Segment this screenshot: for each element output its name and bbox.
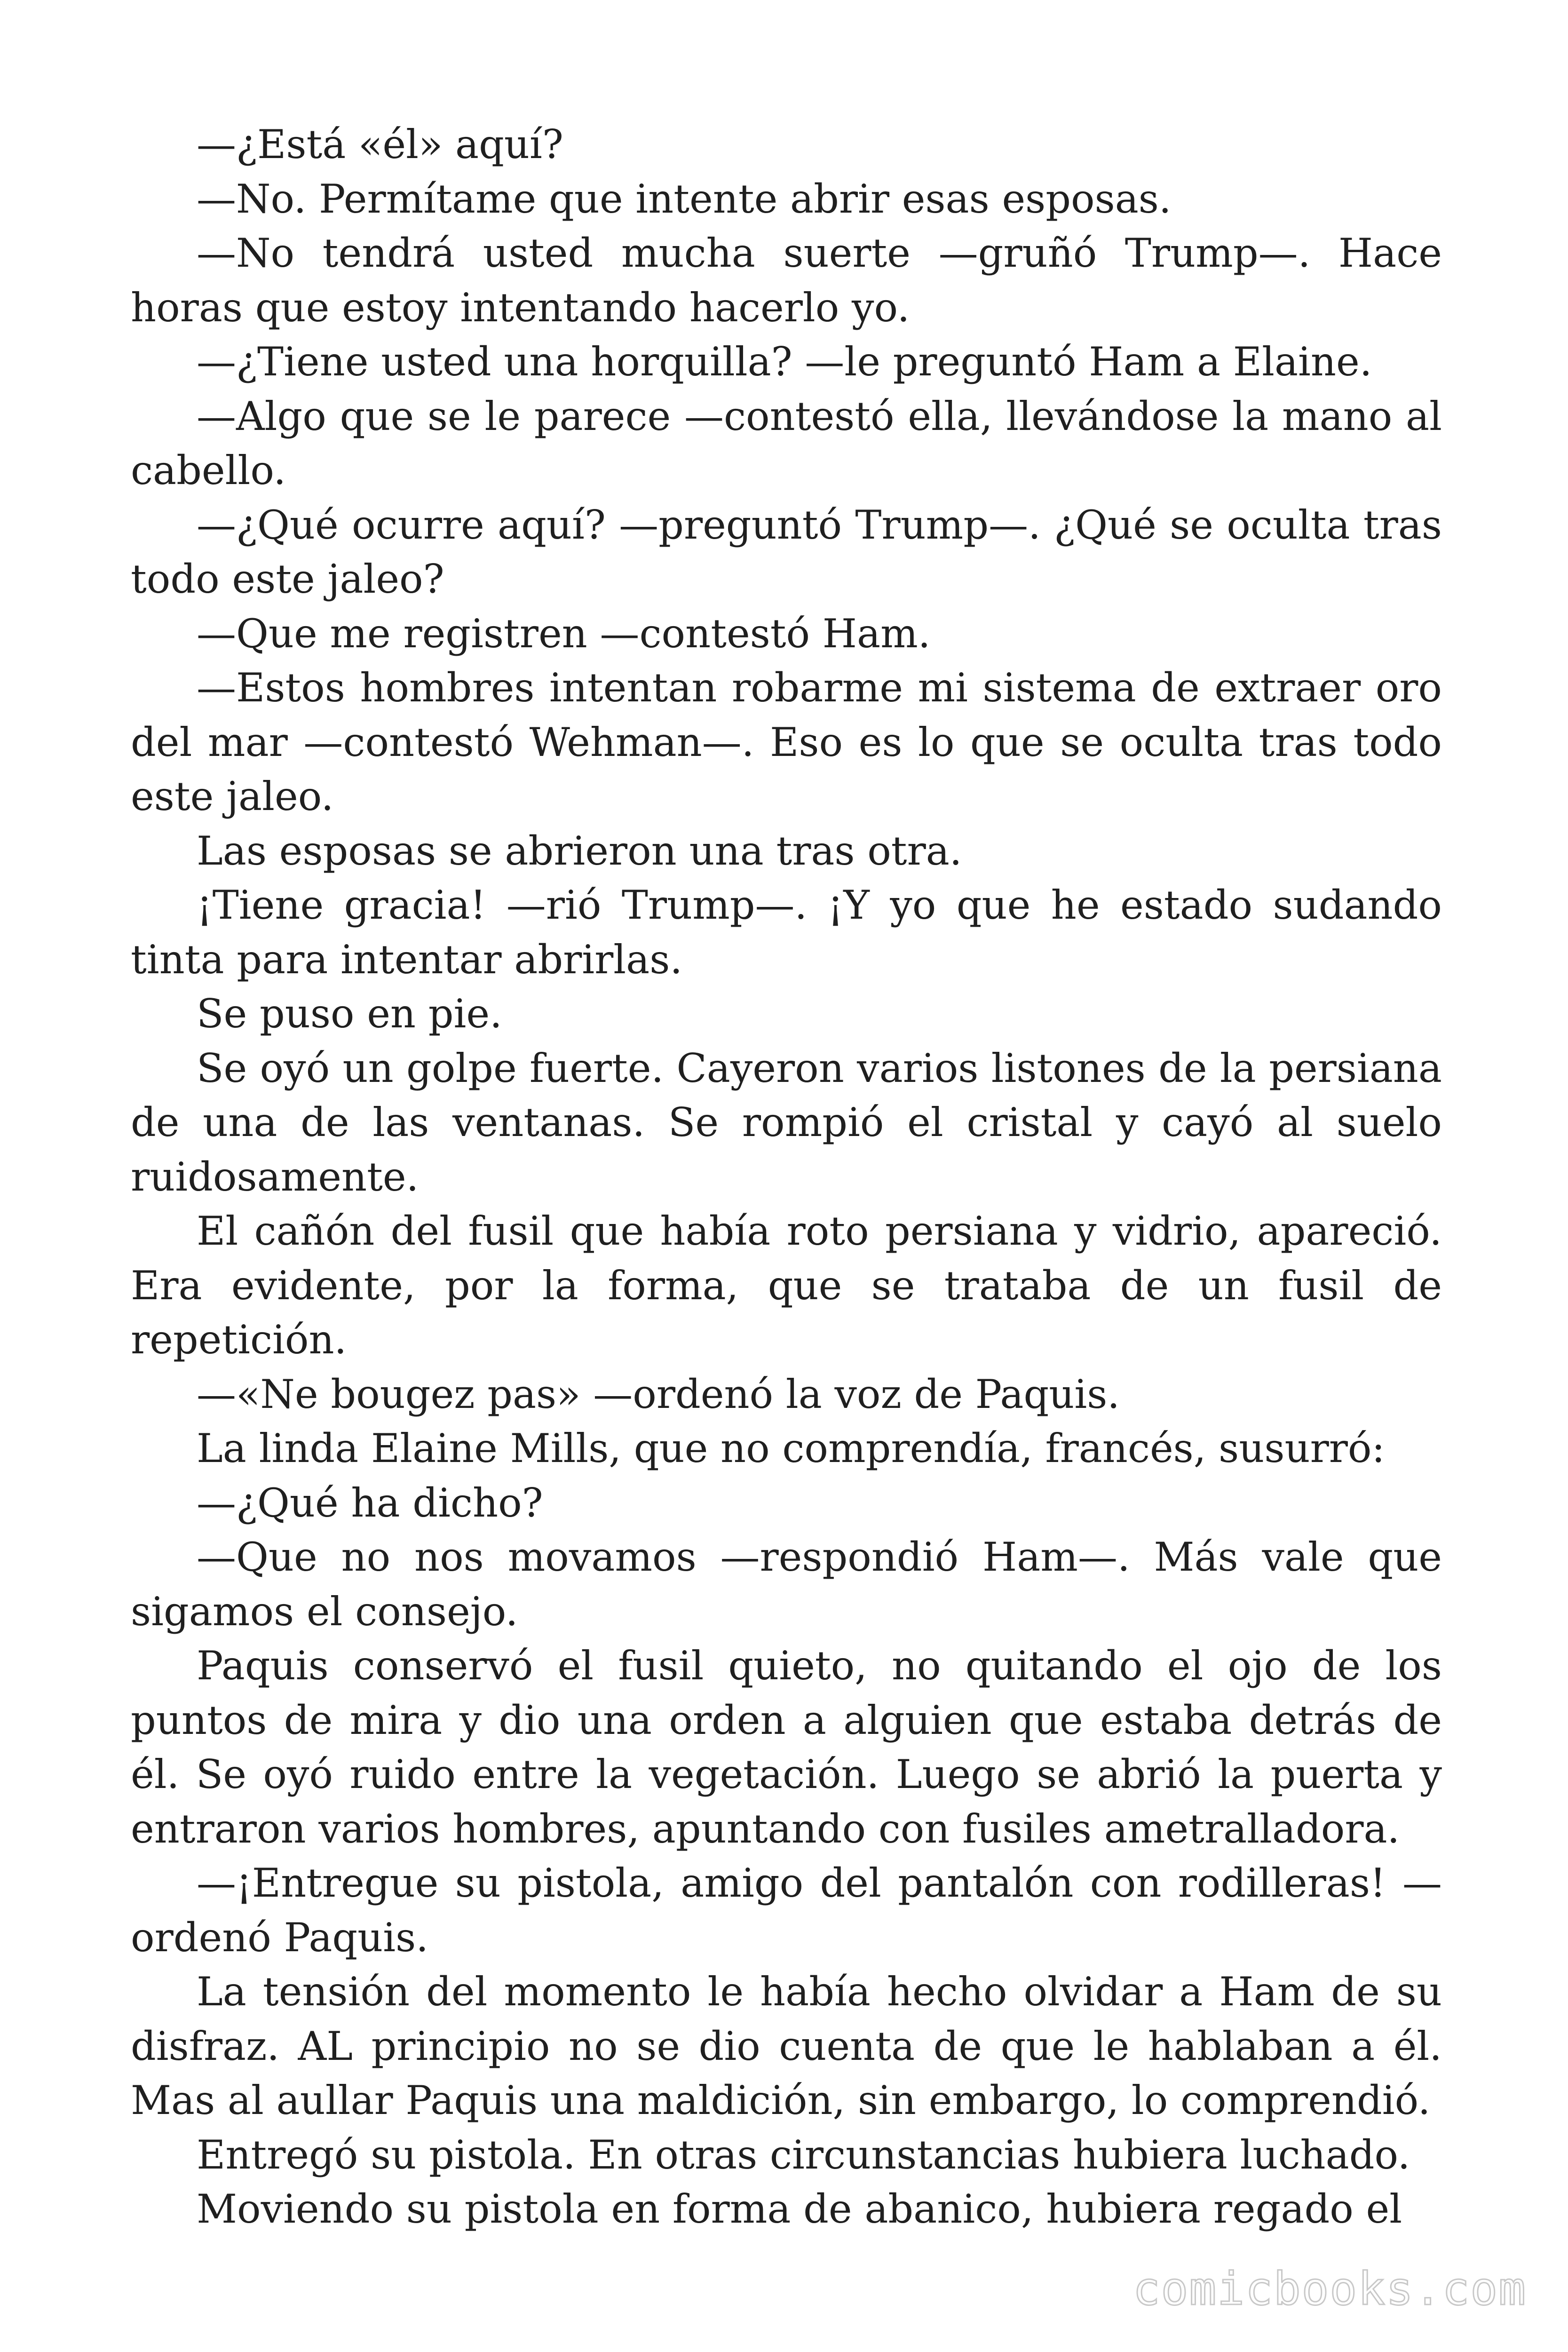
- paragraph: Las esposas se abrieron una tras otra.: [197, 827, 962, 874]
- paragraph: Paquis conservó el fusil quieto, no quitando el ojo de los puntos de mira y dio una orden a alguien que estaba detrás de él. Se oyó ruido entre la vegetación. Luego se abrió la puerta y entraron varios hombres, apuntando con fusiles ametralladora.: [131, 1643, 1442, 1852]
- watermark: comicbooks.com: [1132, 2263, 1527, 2315]
- paragraph: —No. Permítame que intente abrir esas esposas.: [197, 175, 1172, 222]
- paragraph: La tensión del momento le había hecho olvidar a Ham de su disfraz. AL principio no se dio cuenta de que le hablaban a él. Mas al aullar Paquis una maldición, sin embargo, lo comprendió.: [131, 1969, 1442, 2123]
- paragraph: La linda Elaine Mills, que no comprendía, francés, susurró:: [197, 1425, 1385, 1471]
- paragraph: —Algo que se le parece —contestó ella, llevándose la mano al cabello.: [131, 393, 1442, 493]
- paragraph: —¿Tiene usted una horquilla? —le preguntó Ham a Elaine.: [197, 339, 1372, 385]
- paragraph: —Que no nos movamos —respondió Ham—. Más vale que sigamos el consejo.: [131, 1534, 1442, 1635]
- body-text: [131, 118, 1442, 2237]
- paragraph: —¿Qué ocurre aquí? —preguntó Trump—. ¿Qué se oculta tras todo este jaleo?: [131, 501, 1442, 602]
- paragraph: —Que me registren —contestó Ham.: [197, 610, 931, 657]
- paragraph: Se oyó un golpe fuerte. Cayeron varios listones de la persiana de una de las ventanas. Se rompió el cristal y cayó al suelo ruidosamente.: [131, 1045, 1442, 1200]
- paragraph: El cañón del fusil que había roto persiana y vidrio, apareció. Era evidente, por la forma, que se trataba de un fusil de repetición.: [131, 1208, 1442, 1363]
- paragraph: —¿Qué ha dicho?: [197, 1479, 543, 1526]
- paragraph: —«Ne bougez pas» —ordenó la voz de Paquis.: [197, 1371, 1120, 1417]
- paragraph: —Estos hombres intentan robarme mi sistema de extraer oro del mar —contestó Wehman—. Eso es lo que se oculta tras todo este jaleo.: [131, 665, 1442, 819]
- paragraph: Entregó su pistola. En otras circunstancias hubiera luchado.: [197, 2131, 1410, 2178]
- paragraph: Se puso en pie.: [197, 991, 502, 1037]
- paragraph: —¡Entregue su pistola, amigo del pantalón con rodilleras! —ordenó Paquis.: [131, 1860, 1442, 1961]
- paragraph: Moviendo su pistola en forma de abanico, hubiera regado el: [197, 2186, 1402, 2232]
- paragraph: —No tendrá usted mucha suerte —gruñó Trump—. Hace horas que estoy intentando hacerlo yo.: [131, 230, 1442, 331]
- paragraph: —¿Está «él» aquí?: [197, 121, 563, 167]
- paragraph: ¡Tiene gracia! —rió Trump—. ¡Y yo que he estado sudando tinta para intentar abrirlas.: [131, 882, 1442, 983]
